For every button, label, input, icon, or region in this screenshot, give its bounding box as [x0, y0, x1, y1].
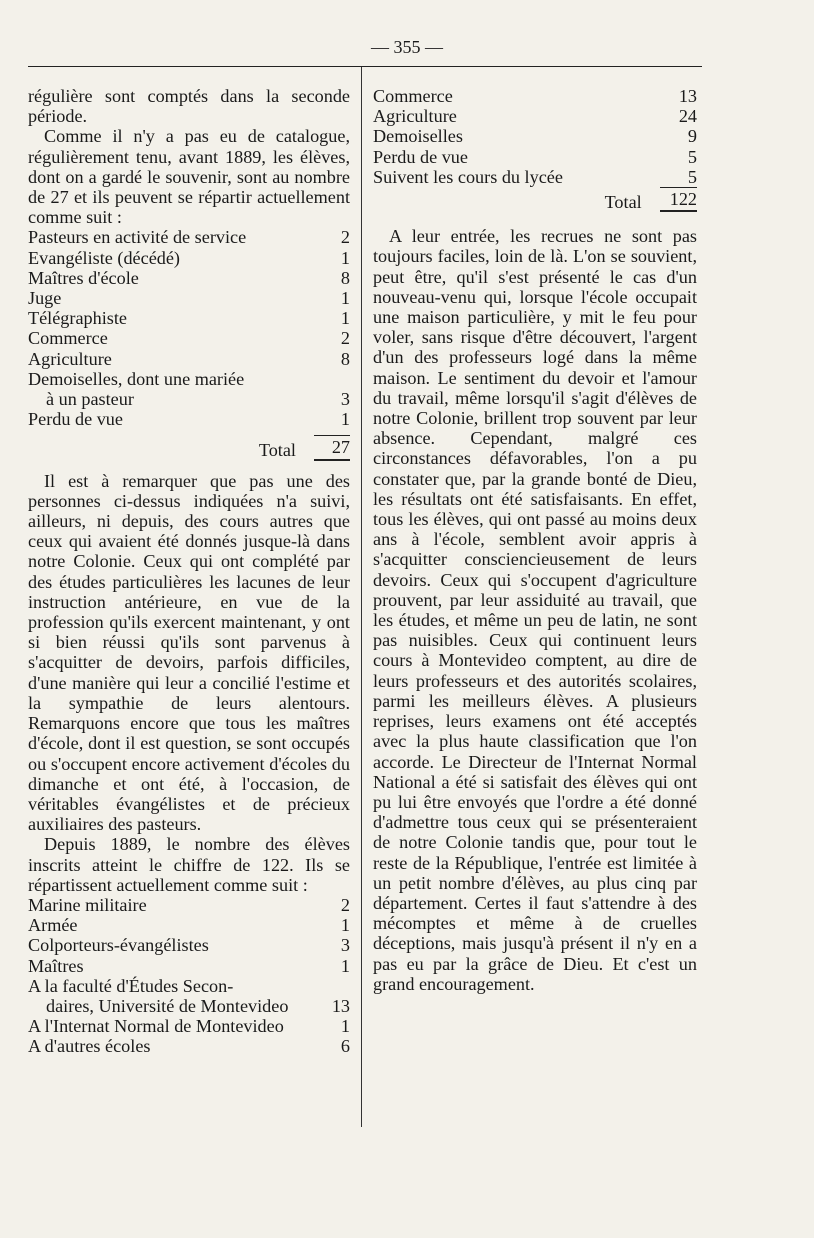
total-row	[28, 435, 350, 460]
list-item	[28, 308, 350, 328]
page-number: — 355 —	[371, 37, 443, 57]
item-label: Evangéliste (décédé)	[28, 247, 180, 268]
item-label: A l'Internat Normal de Montevideo	[28, 1016, 284, 1037]
item-label: Agriculture	[373, 106, 457, 127]
list-item	[28, 389, 350, 409]
total-value: 122	[660, 187, 697, 212]
item-value: 1	[340, 409, 350, 430]
list-item	[28, 976, 350, 996]
list-item	[28, 409, 350, 429]
item-value: 1	[340, 1016, 350, 1037]
list-current-students-continued	[373, 86, 697, 187]
item-value: 8	[340, 267, 350, 288]
paragraph: Comme il n'y a pas eu de catalogue, régulièrement tenu, avant 1889, les élèves, dont on a gardé le souvenir, sont au nombre de 27 et ils peuvent se répartir actuellement comme suit :	[28, 126, 350, 228]
item-label: à un pasteur	[46, 389, 134, 410]
list-item	[28, 1016, 350, 1036]
column-divider	[361, 67, 362, 1127]
item-value: 6	[340, 1036, 350, 1057]
list-item	[28, 996, 350, 1016]
item-label: Commerce	[28, 328, 108, 349]
list-item	[28, 288, 350, 308]
item-value: 3	[340, 935, 350, 956]
list-item	[373, 167, 697, 187]
item-value: 2	[340, 227, 350, 248]
item-value: 3	[340, 389, 350, 410]
paragraph: A leur entrée, les recrues ne sont pas toujours faciles, loin de là. L'on se souvient, peut être, qu'il s'est présenté le cas d'un nouveau-venu qui, lorsque l'école occupait une maison particulière, y mit le feu pour voler, sans risque d'être découvert, l'argent d'un des professeurs logé dans la même maison. Le sentiment du devoir et l'amour du travail, même lorsqu'il s'agit d'élèves de notre Colonie, brillent trop souvent par leur absence. Cependant, malgré ces circonstances défavorables, l'on a pu constater que, par la grande bonté de Dieu, les résultats ont été satisfaisants. En effet, tous les élèves, qui ont passé au moins deux ans à l'école, semblent avoir appris à s'acquitter consciencieusement de leurs devoirs. Ceux qui s'occupent d'agriculture prouvent, par leur assiduité au travail, que les études, et même un peu de latin, ne sont pas nuisibles. Ceux qui continuent leurs cours à Montevideo comptent, au dire de leurs professeurs et des autorités scolaires, parmi les meilleurs élèves. A plusieurs reprises, leurs examens ont été acceptés avec la plus haute classification que l'on accorde. Le Directeur de l'Internat Normal National a été si satisfait des élèves qui ont pu lui être envoyés que l'ordre a été donné d'admettre tous ceux qui se présenteraient de notre Colonie tandis que, pour tout le reste de la République, l'entrée est limitée à un petit nombre d'élèves, au plus cinq par département. Certes il faut s'attendre à des mécomptes et même à de cruelles déceptions, mais jusqu'à présent il n'y en a pas eu par la grâce de Dieu. Et c'est un grand encouragement.	[373, 226, 697, 994]
list-item	[373, 86, 697, 106]
item-label: Demoiselles	[373, 126, 463, 147]
list-item	[28, 369, 350, 389]
item-label: Marine militaire	[28, 894, 147, 915]
list-former-students	[28, 227, 350, 429]
item-value: 13	[678, 86, 697, 106]
list-item	[28, 349, 350, 369]
item-value: 2	[340, 328, 350, 349]
list-item	[28, 227, 350, 247]
paragraph: Depuis 1889, le nombre des élèves inscrits atteint le chiffre de 122. Ils se répartissent actuellement comme suit :	[28, 834, 350, 895]
item-label: Agriculture	[28, 348, 112, 369]
item-label: Commerce	[373, 86, 453, 106]
list-item	[28, 328, 350, 348]
total-value: 27	[314, 435, 350, 460]
item-label: Maîtres	[28, 955, 84, 976]
item-label: Armée	[28, 915, 78, 936]
header-rule	[28, 66, 702, 67]
paragraph: Il est à remarquer que pas une des personnes ci-dessus indiquées n'a suivi, ailleurs, ni depuis, des cours autres que ceux qui avaient été donnés jusque-là dans notre Colonie. Ceux qui ont complété par des études particulières les lacunes de leur instruction antérieure, en vue de la profession qu'ils exercent maintenant, y ont si bien réussi qu'ils sont parvenus à s'acquitter de devoirs, parfois difficiles, d'une manière qui leur a concilié l'estime et la sympathie de leurs alentours. Remarquons encore que tous les maîtres d'école, dont il est question, se sont occupés ou s'occupent encore activement d'écoles du dimanche et ont été, à l'occasion, de véritables évangélistes et de précieux auxiliaires des pasteurs.	[28, 470, 350, 835]
paragraph: régulière sont comptés dans la seconde période.	[28, 86, 350, 127]
list-item	[28, 956, 350, 976]
item-value: 1	[340, 915, 350, 936]
item-label: Télégraphiste	[28, 308, 127, 329]
item-label: Demoiselles, dont une mariée	[28, 368, 245, 389]
item-value: 5	[687, 146, 697, 167]
list-current-students	[28, 895, 350, 1057]
item-label: A d'autres écoles	[28, 1036, 151, 1057]
item-value: 5	[687, 166, 697, 187]
item-label: Juge	[28, 288, 62, 309]
item-label: daires, Université de Montevideo	[46, 995, 289, 1016]
item-label: Suivent les cours du lycée	[373, 166, 563, 187]
item-value: 8	[340, 348, 350, 369]
item-value: 1	[340, 247, 350, 268]
list-item	[28, 248, 350, 268]
list-item	[28, 935, 350, 955]
list-item	[28, 1036, 350, 1056]
item-label: A la faculté d'Études Secon-	[28, 975, 234, 996]
item-label: Perdu de vue	[373, 146, 468, 167]
item-label: Maîtres d'école	[28, 267, 139, 288]
list-item	[28, 268, 350, 288]
list-item	[373, 147, 697, 167]
item-value: 13	[331, 995, 350, 1016]
right-column	[373, 86, 697, 994]
left-column	[28, 86, 350, 1057]
total-label: Total	[604, 192, 642, 213]
item-value: 1	[340, 308, 350, 329]
item-label: Perdu de vue	[28, 409, 123, 430]
item-label: Pasteurs en activité de service	[28, 227, 247, 248]
item-value: 1	[340, 955, 350, 976]
total-label: Total	[258, 440, 296, 461]
total-row	[373, 187, 697, 212]
list-item	[28, 895, 350, 915]
item-label: Colporteurs-évangélistes	[28, 935, 209, 956]
item-value: 1	[340, 288, 350, 309]
item-value: 24	[678, 106, 697, 127]
item-value: 9	[687, 126, 697, 147]
item-value: 2	[340, 894, 350, 915]
list-item	[373, 106, 697, 126]
list-item	[373, 126, 697, 146]
list-item	[28, 915, 350, 935]
